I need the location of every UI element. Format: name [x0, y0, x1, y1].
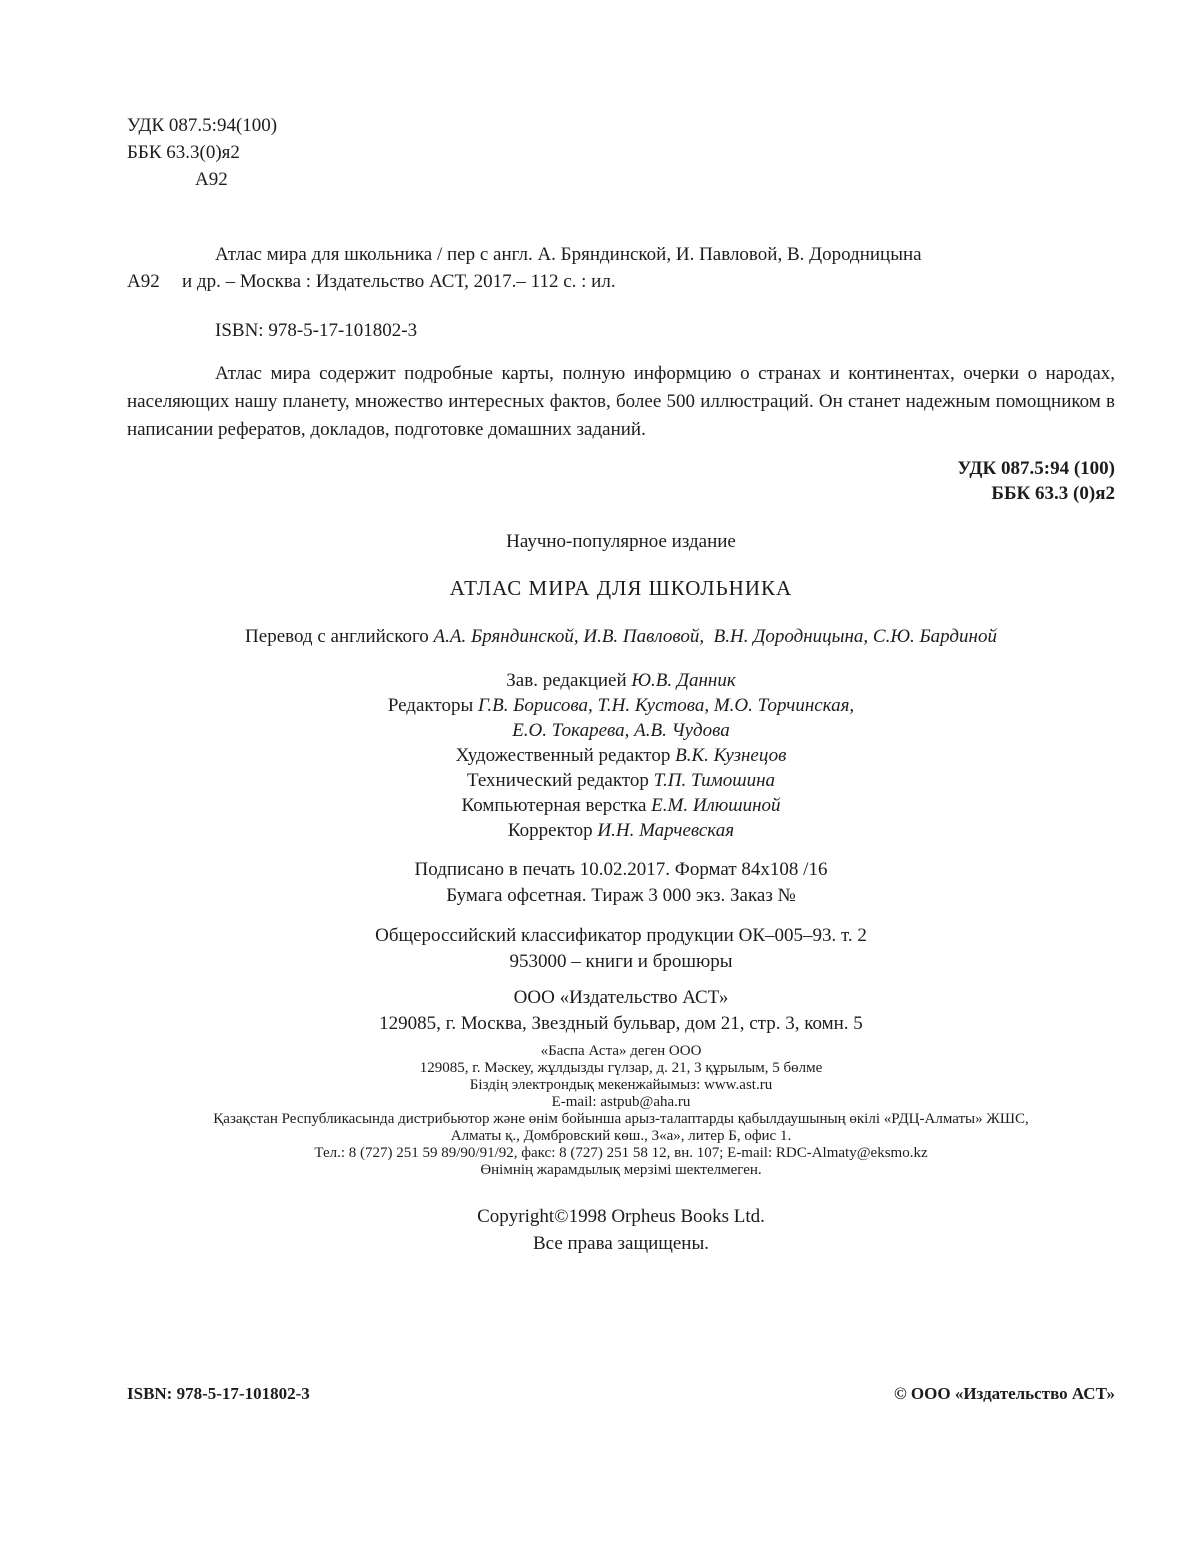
bib-entry-line2	[127, 268, 1115, 295]
copyright-notice	[127, 1203, 1115, 1257]
footer-publisher-copyright: © ООО «Издательство АСТ»	[893, 1384, 1115, 1403]
bib-entry-continuation: и др. – Москва : Издательство АСТ, 2017.– 112 с. : ил.	[182, 271, 616, 292]
credit-line	[127, 668, 1115, 693]
bibliographic-entry	[127, 241, 1115, 295]
credit-line	[127, 818, 1115, 843]
classifier-line1: Общероссийский классификатор продукции ОК–005–93. т. 2	[375, 925, 867, 946]
kazakh-distributor-address: Алматы қ., Домбровский көш., 3«а», литер Б, офис 1.	[450, 1128, 792, 1144]
credit-line	[127, 743, 1115, 768]
kazakh-publisher-name: «Баспа Аста» деген ООО	[540, 1043, 702, 1059]
publisher-address	[127, 985, 1115, 1037]
bbk-code: ББК 63.3(0)я2	[127, 142, 240, 163]
bib-entry-line1: Атлас мира для школьника / пер с англ. А. Бряндинской, И. Павловой, В. Дородницына	[215, 244, 922, 265]
credit-role: Компьютерная верстка	[461, 795, 652, 816]
rights-reserved: Все права защищены.	[532, 1233, 709, 1254]
classifier-line2: 953000 – книги и брошюры	[509, 951, 733, 972]
credit-line	[127, 768, 1115, 793]
translation-credit	[127, 623, 1115, 650]
translation-prefix: Перевод с английского	[245, 626, 434, 647]
credit-role: Корректор	[507, 820, 598, 841]
publisher-name: ООО «Издательство АСТ»	[513, 987, 729, 1008]
top-classification-codes	[127, 112, 1115, 193]
product-classifier	[127, 923, 1115, 975]
print-date-format: Подписано в печать 10.02.2017. Формат 84x108 /16	[414, 859, 828, 880]
book-title: АТЛАС МИРА ДЛЯ ШКОЛЬНИКА	[449, 576, 793, 600]
kazakh-address: 129085, г. Мәскеу, жұлдызды гүлзар, д. 21, 3 құрылым, 5 бөлме	[419, 1060, 823, 1076]
kazakh-shelf-life: Өнімнің жарамдылық мерзімі шектелмеген.	[480, 1162, 762, 1178]
credit-role: Технический редактор	[466, 770, 654, 791]
credit-name: В.К. Кузнецов	[675, 745, 787, 766]
print-run-info	[127, 857, 1115, 909]
credit-name: И.Н. Марчевская	[597, 820, 735, 841]
udc-code-right: УДК 087.5:94 (100)	[957, 458, 1115, 479]
staff-credits	[127, 668, 1115, 843]
udc-code: УДК 087.5:94(100)	[127, 115, 278, 136]
credit-role: Редакторы	[387, 695, 478, 716]
author-sign-code: А92	[195, 169, 228, 190]
credit-name: Е.М. Илюшиной	[651, 795, 781, 816]
kazakh-distributor: Қазақстан Республикасында дистрибьютор және өнім бойынша арыз-талаптарды қабылдаушының өкілі «РДЦ-Алматы» ЖШС,	[213, 1111, 1029, 1127]
annotation-paragraph: Атлас мира содержит подробные карты, полную информцию о странах и континентах, очерки о народах, населяющих нашу планету, множество интересных фактов, более 500 иллюстраций. Он станет надежным помощником в написании рефератов, докладов, подготовке домашних заданий.	[127, 363, 1115, 440]
credit-role: Зав. редакцией	[506, 670, 632, 691]
credit-line	[127, 693, 1115, 718]
credit-name: Т.П. Тимошина	[653, 770, 776, 791]
footer-isbn: ISBN: 978-5-17-101802-3	[127, 1384, 310, 1403]
bib-author-code: А92	[127, 271, 160, 292]
paper-tirage: Бумага офсетная. Тираж 3 000 экз. Заказ №	[446, 885, 796, 906]
bbk-code-right: ББК 63.3 (0)я2	[991, 483, 1115, 504]
credit-name: Е.О. Токарева, А.В. Чудова	[512, 720, 730, 741]
page-footer	[127, 1380, 1115, 1407]
kazakh-phone-fax: Тел.: 8 (727) 251 59 89/90/91/92, факс: 8 (727) 251 58 12, вн. 107; E-mail: RDC-Almaty@eksmo.kz	[314, 1145, 928, 1161]
credit-line	[127, 793, 1115, 818]
translator-names: А.А. Бряндинской, И.В. Павловой, В.Н. Дородницына, С.Ю. Бардиной	[433, 626, 997, 647]
kazakh-website: Біздің электрондық мекенжайымыз: www.ast.ru	[469, 1077, 773, 1093]
copyright-holder: Copyright©1998 Orpheus Books Ltd.	[477, 1206, 765, 1227]
publisher-street-address: 129085, г. Москва, Звездный бульвар, дом 21, стр. 3, комн. 5	[379, 1013, 863, 1034]
right-classification-codes	[127, 456, 1115, 506]
isbn-number: ISBN: 978-5-17-101802-3	[215, 320, 418, 341]
credit-role: Художественный редактор	[455, 745, 676, 766]
kazakh-email: E-mail: astpub@aha.ru	[551, 1094, 691, 1110]
credit-name: Ю.В. Данник	[631, 670, 736, 691]
credit-line	[127, 718, 1115, 743]
credit-name: Г.В. Борисова, Т.Н. Кустова, М.О. Торчинская,	[477, 695, 855, 716]
kazakh-distributor-block	[127, 1043, 1115, 1179]
edition-type: Научно-популярное издание	[506, 531, 736, 552]
